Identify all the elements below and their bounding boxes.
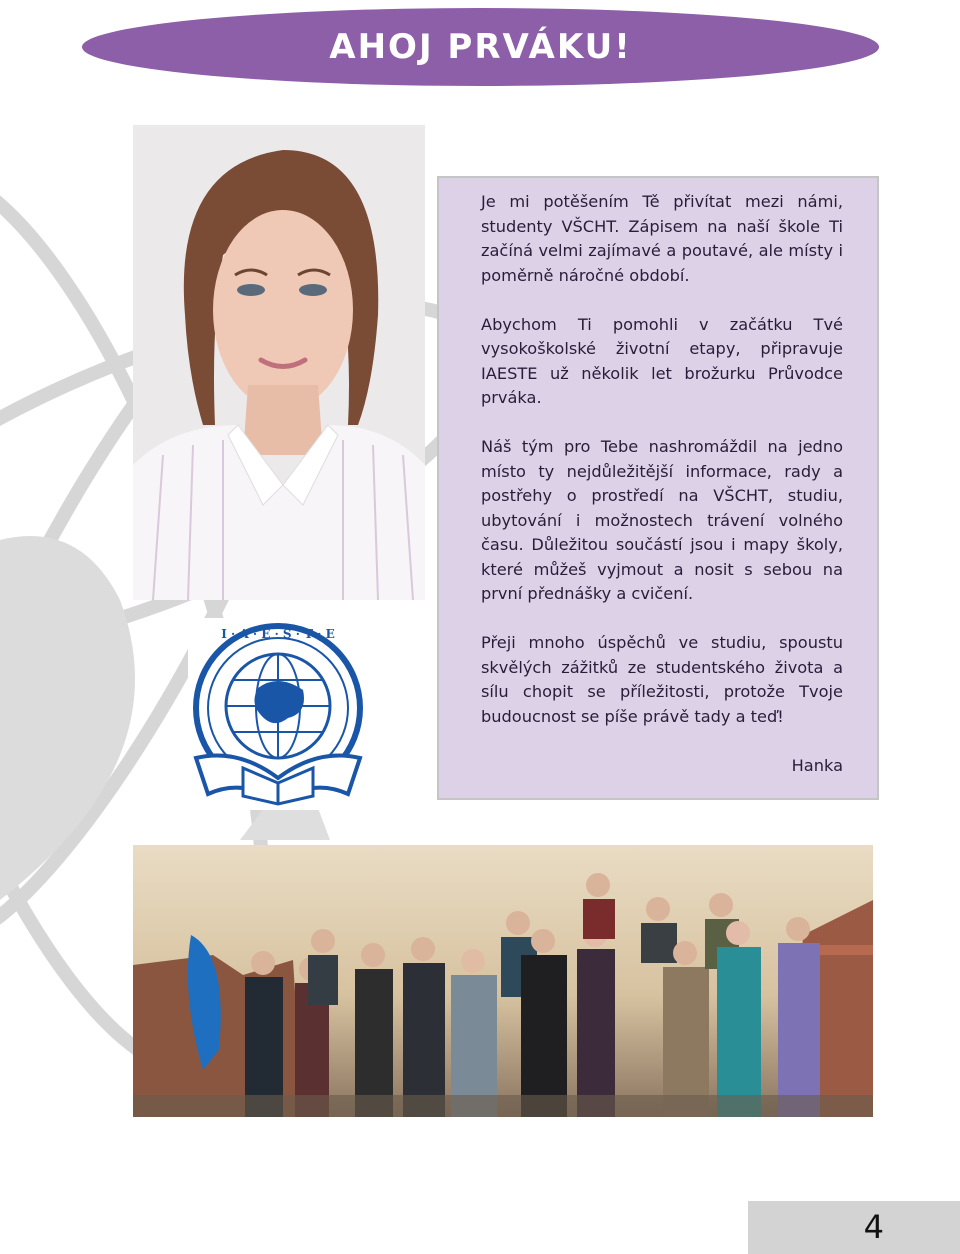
title-banner bbox=[82, 8, 879, 86]
letter-paragraph: Přeji mnoho úspěchů ve studiu, spoustu skvělých zážitků ze studentského života a sílu chopit se příležitosti, protože Tvoje budoucnost se píše právě tady a teď! bbox=[481, 633, 843, 726]
portrait-photo bbox=[133, 125, 425, 600]
letter-signature: Hanka bbox=[791, 755, 843, 775]
svg-text:I · A · E · S · T · E: I · A · E · S · T · E bbox=[221, 627, 335, 641]
page-number-box bbox=[748, 1201, 960, 1254]
iaeste-logo bbox=[188, 618, 368, 810]
letter-paragraph: Je mi potěšením Tě přivítat mezi námi, studenty VŠCHT. Zápisem na naší škole Ti začíná velmi zajímavé a poutavé, ale místy i poměrně náročné období. bbox=[481, 192, 843, 285]
letter-paragraph: Náš tým pro Tebe nashromáždil na jedno místo ty nejdůležitější informace, rady a postřehy o prostředí na VŠCHT, studiu, ubytování i možnostech trávení volného času. Důležitou součástí jsou i mapy školy, které můžeš vyjmout a nosit s sebou na první přednášky a cvičení. bbox=[481, 437, 843, 603]
welcome-letter-box bbox=[437, 176, 879, 800]
letter-paragraph: Abychom Ti pomohli v začátku Tvé vysokoškolské životní etapy, připravuje IAESTE už několik let brožurku Průvodce prváka. bbox=[481, 314, 843, 407]
group-photo bbox=[133, 845, 873, 1117]
page-number: 4 bbox=[863, 1208, 884, 1246]
page-title: AHOJ PRVÁKU! bbox=[329, 27, 632, 67]
